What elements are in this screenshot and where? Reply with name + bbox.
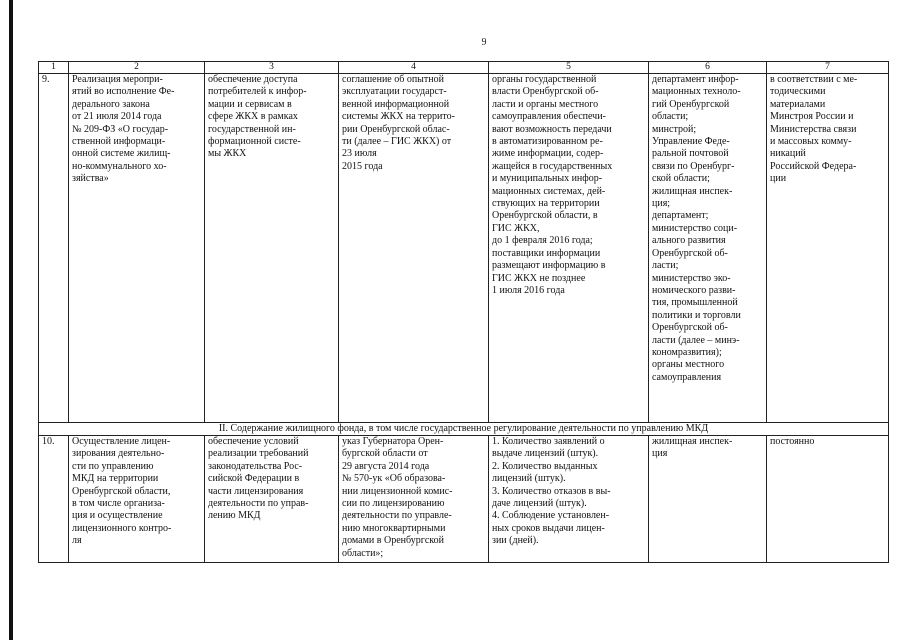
page-number: 9 xyxy=(481,37,487,48)
section-heading: II. Содержание жилищного фонда, в том числе государственное регулирование деятельности по управлению МКД xyxy=(39,423,889,436)
row-number-cell: 9. xyxy=(39,74,69,423)
legal-basis-cell: соглашение об опытной эксплуатации государст- венной информационной системы ЖКХ на террито- рии Оренбургской облас- ти (далее – ГИС ЖКХ) от 23 июля 2015 года xyxy=(339,74,489,423)
scan-edge-line xyxy=(9,0,13,640)
table-row xyxy=(39,436,889,563)
goal-cell: обеспечение условий реализации требований законодательства Рос- сийской Федерации в части лицензирования деятельности по управ- лению МКД xyxy=(205,436,339,563)
column-number-row xyxy=(39,62,889,74)
column-number: 1 xyxy=(39,62,69,74)
measure-name-cell: Осуществление лицен- зирования деятельно- сти по управлению МКД на территории Оренбургской области, в том числе организа- ция и осуществление лицензионного контро- ля xyxy=(69,436,205,563)
column-number: 7 xyxy=(767,62,889,74)
column-number: 4 xyxy=(339,62,489,74)
legal-basis-cell: указ Губернатора Орен- бургской области от 29 августа 2014 года № 570-ук «Об образова- нии лицензионной комис- сии по лицензированию деятельности по управле- нию многоквартирными домами в Оренбургской области»; xyxy=(339,436,489,563)
section-heading-row xyxy=(39,423,889,436)
measures-table xyxy=(38,61,889,563)
column-number: 2 xyxy=(69,62,205,74)
result-cell: органы государственной власти Оренбургской об- ласти и органы местного самоуправления обеспечи- вают возможность передачи в автоматизированном ре- жиме информации, содер- жащейся в государственных и муниципальных инфор- мационных системах, дей- ствующих на территории Оренбургской области, в ГИС ЖКХ, до 1 февраля 2016 года; поставщики информации размещают информацию в ГИС ЖКХ не позднее 1 июля 2016 года xyxy=(489,74,649,423)
column-number: 3 xyxy=(205,62,339,74)
row-number-cell: 10. xyxy=(39,436,69,563)
table-row xyxy=(39,74,889,423)
responsible-cell: жилищная инспек- ция xyxy=(649,436,767,563)
goal-cell: обеспечение доступа потребителей к инфор- мации и сервисам в сфере ЖКХ в рамках государственной ин- формационной систе- мы ЖКХ xyxy=(205,74,339,423)
column-number: 6 xyxy=(649,62,767,74)
deadline-cell: в соответствии с ме- тодическими материалами Минстроя России и Министерства связи и массовых комму- никаций Российской Федера- ции xyxy=(767,74,889,423)
responsible-cell: департамент инфор- мационных техноло- гий Оренбургской области; минстрой; Управление Феде- ральной почтовой связи по Оренбург- ской области; жилищная инспек- ция; департамент; министерство соци- ального развития Оренбургской об- ласти; министерство эко- номического разви- тия, промышленной политики и торговли Оренбургской об- ласти (далее – минэ- кономразвития); органы местного самоуправления xyxy=(649,74,767,423)
result-cell: 1. Количество заявлений о выдаче лицензий (штук). 2. Количество выданных лицензий (штук). 3. Количество отказов в вы- даче лицензий (штук). 4. Соблюдение установлен- ных сроков выдачи лицен- зии (дней). xyxy=(489,436,649,563)
measure-name-cell: Реализация меропри- ятий во исполнение Фе- дерального закона от 21 июля 2014 года № 209-ФЗ «О государ- ственной информаци- онной системе жилищ- но-коммунального хо- зяйства» xyxy=(69,74,205,423)
deadline-cell: постоянно xyxy=(767,436,889,563)
column-number: 5 xyxy=(489,62,649,74)
